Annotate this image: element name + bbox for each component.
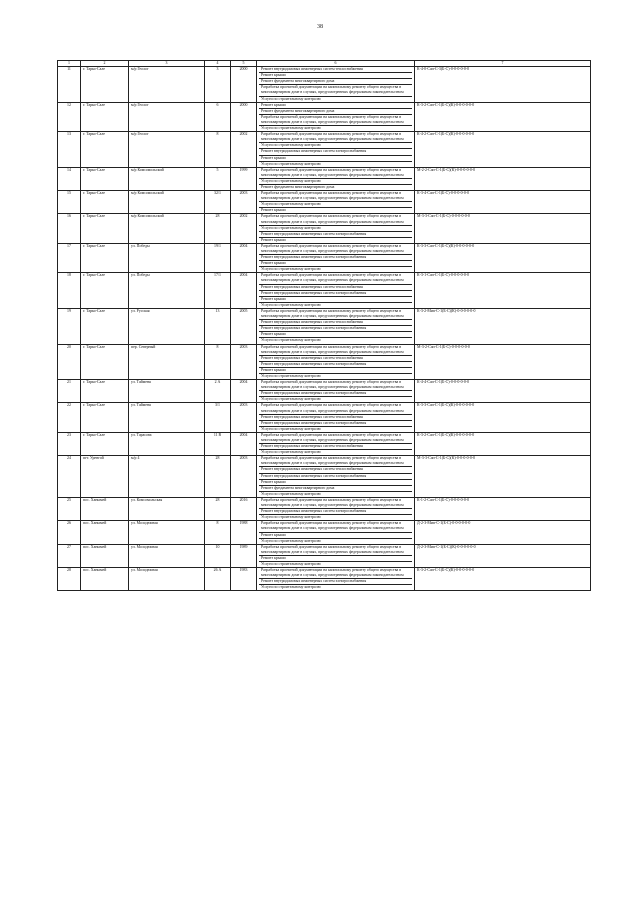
street-cell: м/р Комсомольский	[129, 191, 205, 214]
work-item: Разработка проектной документации на капитальному ремонту общего имущества в многоквартирном доме в случаях, предусмотренных федеральным законодательством	[259, 568, 412, 579]
work-item: Услуги по строительному контролю	[259, 179, 412, 185]
work-item: Разработка проектной документации на капитальному ремонту общего имущества в многоквартирном доме в случаях, предусмотренных федеральным законодательством	[259, 168, 412, 179]
work-item: Разработка проектной документации на капитальному ремонту общего имущества в многоквартирном доме в случаях, предусмотренных федеральным законодательством	[259, 244, 412, 255]
street-cell: м/р Геолог	[129, 132, 205, 168]
street-cell: ул. Русская	[129, 308, 205, 344]
work-item: Разработка проектной документации на капитальному ремонту общего имущества в многоквартирном доме в случаях, предусмотренных федеральным законодательством	[259, 521, 412, 532]
column-number: 5	[231, 61, 257, 67]
house-number-cell: 3	[205, 67, 231, 103]
work-item: Услуги по строительному контролю	[261, 515, 321, 520]
work-item: Услуги по строительному контролю	[261, 561, 321, 566]
classification-code-cell: К-3-3-Сап-С-1(Б-С)(К)-0-0-0-0-0-0	[415, 243, 591, 272]
year-cell: 1999	[231, 167, 257, 190]
settlement-cell: пгт. Уренгой	[81, 456, 129, 498]
house-number-cell: 13	[205, 308, 231, 344]
work-item: Разработка проектной документации на капитальному ремонту общего имущества в многоквартирном доме в случаях, предусмотренных федеральным законодательством	[259, 433, 412, 444]
table-row	[58, 67, 591, 103]
table-row	[58, 191, 591, 214]
work-item: Разработка проектной документации на капитальному ремонту общего имущества в многоквартирном доме в случаях, предусмотренных федеральным законодательством	[259, 191, 412, 202]
settlement-cell: г. Тарко-Сале	[81, 403, 129, 432]
row-number: 15	[58, 191, 81, 214]
row-number: 13	[58, 132, 81, 168]
settlement-cell: г. Тарко-Сале	[81, 102, 129, 131]
column-number: 3	[129, 61, 205, 67]
settlement-cell: г. Тарко-Сале	[81, 273, 129, 309]
table-row	[58, 521, 591, 544]
house-number-cell: 8	[205, 132, 231, 168]
year-cell: 1983	[231, 568, 257, 591]
table-row	[58, 403, 591, 432]
work-item: Разработка проектной документации на капитальному ремонту общего имущества в многоквартирном доме в случаях, предусмотренных федеральным законодательством	[259, 214, 412, 225]
row-number: 18	[58, 273, 81, 309]
work-item: Ремонт внутридомовых инженерных систем электроснабжения	[259, 391, 412, 397]
work-item: Разработка проектной документации на капитальному ремонту общего имущества в многоквартирном доме в случаях, предусмотренных федеральным законодательством	[259, 403, 412, 414]
table-row	[58, 214, 591, 243]
house-number-cell: 6	[205, 102, 231, 131]
work-item: Ремонт внутридомовых инженерных систем электроснабжения	[259, 232, 412, 238]
street-cell: ул. Тайменя	[129, 380, 205, 403]
column-number: 7	[415, 61, 591, 67]
settlement-cell: пос. Ханымей	[81, 544, 129, 567]
works-cell	[257, 102, 415, 131]
classification-code-cell: К-3-3-Сап-С-1(Б-С)(К)-0-0-0-0-0-0	[415, 403, 591, 432]
row-number: 20	[58, 344, 81, 380]
house-number-cell: 19/1	[205, 243, 231, 272]
settlement-cell: г. Тарко-Сале	[81, 308, 129, 344]
year-cell: 2016	[231, 497, 257, 520]
work-item: Услуги по строительному контролю	[259, 143, 412, 149]
classification-code-cell: К-3-2-Сап-С-1(Б-С)(К)-0-0-0-0-0-0	[415, 568, 591, 591]
table-row	[58, 432, 591, 455]
work-item: Ремонт фундамента многоквартирного дома	[259, 109, 412, 115]
row-number: 22	[58, 403, 81, 432]
row-number: 17	[58, 243, 81, 272]
works-cell	[257, 243, 415, 272]
table-row	[58, 544, 591, 567]
year-cell: 2002	[231, 132, 257, 168]
housing-repair-table	[57, 60, 591, 591]
year-cell: 2004	[231, 380, 257, 403]
year-cell: 2004	[231, 432, 257, 455]
works-cell	[257, 521, 415, 544]
work-item: Ремонт внутридомовых инженерных систем электроснабжения	[259, 326, 412, 332]
settlement-cell: г. Тарко-Сале	[81, 167, 129, 190]
works-cell	[257, 167, 415, 190]
works-cell	[257, 308, 415, 344]
work-item: Услуги по строительному контролю	[259, 202, 412, 208]
street-cell: ул. Тайменя	[129, 403, 205, 432]
street-cell: ул. Молодежная	[129, 568, 205, 591]
settlement-cell: г. Тарко-Сале	[81, 191, 129, 214]
work-item: Ремонт крыши	[259, 103, 412, 109]
works-cell	[257, 132, 415, 168]
work-item: Разработка проектной документации на капитальному ремонту общего имущества в многоквартирном доме в случаях, предусмотренных федеральным законодательством	[259, 85, 412, 96]
street-cell: м/р Геолог	[129, 102, 205, 131]
column-number: 6	[257, 61, 415, 67]
year-cell: 1988	[231, 521, 257, 544]
work-item: Ремонт крыши	[259, 297, 412, 303]
row-number: 21	[58, 380, 81, 403]
work-item: Разработка проектной документации на капитальному ремонту общего имущества в многоквартирном доме в случаях, предусмотренных федеральным законодательством	[259, 456, 412, 467]
table-row	[58, 568, 591, 591]
house-number-cell: 2 А	[205, 380, 231, 403]
table-row	[58, 456, 591, 498]
work-item: Услуги по строительному контролю	[261, 267, 321, 272]
works-cell	[257, 344, 415, 380]
year-cell: 2000	[231, 102, 257, 131]
work-item: Ремонт крыши	[259, 368, 412, 374]
year-cell: 2004	[231, 243, 257, 272]
work-item: Ремонт внутридомовых инженерных систем теплоснабжения	[259, 415, 412, 421]
row-number: 12	[58, 102, 81, 131]
work-item: Услуги по строительному контролю	[261, 302, 321, 307]
row-number: 27	[58, 544, 81, 567]
table-row	[58, 243, 591, 272]
year-cell: 2003	[231, 344, 257, 380]
work-item: Услуги по строительному контролю	[261, 126, 321, 131]
work-item: Ремонт внутридомовых инженерных систем теплоснабжения	[259, 67, 412, 73]
house-number-cell: 28	[205, 497, 231, 520]
work-item: Услуги по строительному контролю	[261, 426, 321, 431]
work-item: Услуги по строительному контролю	[261, 585, 321, 590]
table-row	[58, 344, 591, 380]
settlement-cell: г. Тарко-Сале	[81, 214, 129, 243]
work-item: Ремонт крыши	[261, 237, 286, 242]
settlement-cell: г. Тарко-Сале	[81, 243, 129, 272]
table-row	[58, 102, 591, 131]
work-item: Услуги по строительному контролю	[261, 96, 321, 101]
works-cell	[257, 214, 415, 243]
year-cell: 2003	[231, 403, 257, 432]
work-item: Ремонт внутридомовых инженерных систем теплоснабжения	[259, 320, 412, 326]
work-item: Ремонт внутридомовых инженерных систем электроснабжения	[259, 421, 412, 427]
work-item: Ремонт крыши	[259, 156, 412, 162]
column-number: 4	[205, 61, 231, 67]
row-number: 16	[58, 214, 81, 243]
row-number: 28	[58, 568, 81, 591]
works-cell	[257, 456, 415, 498]
work-item: Ремонт внутридомовых инженерных систем электроснабжения	[259, 509, 412, 515]
work-item: Ремонт внутридомовых инженерных систем электроснабжения	[259, 362, 412, 368]
house-number-cell: 26 А	[205, 568, 231, 591]
house-number-cell: 5	[205, 167, 231, 190]
year-cell: 2002	[231, 214, 257, 243]
works-cell	[257, 380, 415, 403]
table-row	[58, 273, 591, 309]
works-cell	[257, 568, 415, 591]
table-row	[58, 132, 591, 168]
work-item: Услуги по строительному контролю	[261, 338, 321, 343]
work-item: Ремонт внутридомовых инженерных систем электроснабжения	[259, 149, 412, 155]
work-item: Ремонт внутридомовых инженерных систем теплоснабжения	[259, 356, 412, 362]
works-cell	[257, 403, 415, 432]
year-cell: 2003	[231, 191, 257, 214]
row-number: 11	[58, 67, 81, 103]
work-item: Ремонт крыши	[261, 208, 286, 213]
table-row	[58, 497, 591, 520]
classification-code-cell: К-1-2-Сап-С-1(Б-С)-0-0-0-0-0-0	[415, 497, 591, 520]
street-cell: ул. Победы	[129, 273, 205, 309]
street-cell: м/р Комсомольский	[129, 167, 205, 190]
street-cell: пер. Северный	[129, 344, 205, 380]
house-number-cell: 32/1	[205, 191, 231, 214]
work-item: Разработка проектной документации на капитальному ремонту общего имущества в многоквартирном доме в случаях, предусмотренных федеральным законодательством	[259, 273, 412, 284]
work-item: Ремонт крыши	[259, 73, 412, 79]
table-row	[58, 308, 591, 344]
classification-code-cell: К-4-4-Сап-С-1(Б-С)-0-0-0-0-0-0	[415, 380, 591, 403]
street-cell: ул. Комсомольская	[129, 497, 205, 520]
row-number: 25	[58, 497, 81, 520]
classification-code-cell: М-3-3-Сап-С-1(Б-С)-0-0-0-0-0-0	[415, 214, 591, 243]
year-cell: 2000	[231, 67, 257, 103]
work-item: Ремонт внутридомовых инженерных систем теплоснабжения	[259, 444, 412, 450]
page-number: 38	[317, 24, 323, 30]
classification-code-cell: К-3-2-Сап-С-1(Б-С)(К)-0-0-0-0-0-0	[415, 102, 591, 131]
settlement-cell: г. Тарко-Сале	[81, 380, 129, 403]
work-item: Услуги по строительному контролю	[261, 538, 321, 543]
work-item: Ремонт внутридомовых инженерных систем электроснабжения	[259, 579, 412, 585]
classification-code-cell: К-3-4-Сап-С-1(Б-С)-0-0-0-0-0-0	[415, 191, 591, 214]
work-item: Ремонт внутридомовых инженерных систем теплоснабжения	[259, 467, 412, 473]
house-number-cell: 11 В	[205, 432, 231, 455]
table-body	[58, 67, 591, 591]
street-cell: ул. Победы	[129, 243, 205, 272]
year-cell: 2003	[231, 456, 257, 498]
house-number-cell: 10	[205, 544, 231, 567]
year-cell: 2004	[231, 273, 257, 309]
row-number: 23	[58, 432, 81, 455]
row-number: 26	[58, 521, 81, 544]
work-item: Разработка проектной документации на капитальному ремонту общего имущества в многоквартирном доме в случаях, предусмотренных федеральным законодательством	[259, 498, 412, 509]
work-item: Услуги по строительному контролю	[259, 226, 412, 232]
works-cell	[257, 273, 415, 309]
classification-code-cell: Д-2-3-Мип-С-1(Б-С)(К)-0-0-0-0-0-0	[415, 544, 591, 567]
work-item: Ремонт крыши	[259, 261, 412, 267]
street-cell: ул. Молодежная	[129, 544, 205, 567]
street-cell: м/р Комсомольский	[129, 214, 205, 243]
work-item: Разработка проектной документации на капитальному ремонту общего имущества в многоквартирном доме в случаях, предусмотренных федеральным законодательством	[259, 115, 412, 126]
street-cell: ул. Тарасова	[129, 432, 205, 455]
classification-code-cell: К-3-1-Сап-С-1(Б-С)-0-0-0-0-0-0	[415, 273, 591, 309]
year-cell: 1989	[231, 544, 257, 567]
classification-code-cell: К-3-2-Мип-С-1(Б-С)(К)-0-0-0-0-0-0	[415, 308, 591, 344]
settlement-cell: г. Тарко-Сале	[81, 67, 129, 103]
settlement-cell: г. Тарко-Сале	[81, 344, 129, 380]
year-cell: 2005	[231, 308, 257, 344]
street-cell: м/р 4	[129, 456, 205, 498]
work-item: Ремонт крыши	[259, 533, 412, 539]
settlement-cell: пос. Ханымей	[81, 497, 129, 520]
settlement-cell: г. Тарко-Сале	[81, 432, 129, 455]
work-item: Ремонт фундамента многоквартирного дома	[261, 184, 335, 189]
column-number: 2	[81, 61, 129, 67]
work-item: Услуги по строительному контролю	[261, 161, 321, 166]
classification-code-cell: К-4-2-Сап-С-1(Б-С)(К)-0-0-0-0-0-0	[415, 132, 591, 168]
table-row	[58, 167, 591, 190]
work-item: Ремонт внутридомовых инженерных систем электроснабжения	[259, 291, 412, 297]
work-item: Ремонт крыши	[259, 480, 412, 486]
house-number-cell: 8	[205, 344, 231, 380]
works-cell	[257, 432, 415, 455]
settlement-cell: пос. Ханымей	[81, 521, 129, 544]
work-item: Услуги по строительному контролю	[261, 450, 321, 455]
row-number: 14	[58, 167, 81, 190]
work-item: Ремонт фундамента многоквартирного дома	[259, 486, 412, 492]
classification-code-cell: Д-2-3-Мип-С-1(Б-С)-0-0-0-0-0-0	[415, 521, 591, 544]
classification-code-cell: М-3-2-Сап-С-1(Б-С)-0-0-0-0-0-0	[415, 344, 591, 380]
work-item: Разработка проектной документации на капитальному ремонту общего имущества в многоквартирном доме в случаях, предусмотренных федеральным законодательством	[259, 345, 412, 356]
classification-code-cell: М-3-3-Сап-С-1(Б-С)(К)-0-0-0-0-0-0	[415, 456, 591, 498]
street-cell: ул. Молодежная	[129, 521, 205, 544]
house-number-cell: 28	[205, 214, 231, 243]
work-item: Разработка проектной документации на капитальному ремонту общего имущества в многоквартирном доме в случаях, предусмотренных федеральным законодательством	[259, 380, 412, 391]
classification-code-cell: М-2-2-Сап-С-1(Б-С)(К)-0-0-0-0-0-0	[415, 167, 591, 190]
work-item: Ремонт внутридомовых инженерных систем теплоснабжения	[259, 285, 412, 291]
column-number: 1	[58, 61, 81, 67]
work-item: Ремонт фундамента многоквартирного дома	[259, 79, 412, 85]
works-cell	[257, 544, 415, 567]
street-cell: м/р Геолог	[129, 67, 205, 103]
row-number: 24	[58, 456, 81, 498]
work-item: Ремонт внутридомовых инженерных систем электроснабжения	[259, 474, 412, 480]
works-cell	[257, 191, 415, 214]
work-item: Разработка проектной документации на капитальному ремонту общего имущества в многоквартирном доме в случаях, предусмотренных федеральным законодательством	[259, 309, 412, 320]
work-item: Ремонт крыши	[259, 332, 412, 338]
work-item: Услуги по строительному контролю	[261, 397, 321, 402]
work-item: Разработка проектной документации на капитальному ремонту общего имущества в многоквартирном доме в случаях, предусмотренных федеральным законодательством	[259, 132, 412, 143]
works-cell	[257, 67, 415, 103]
works-cell	[257, 497, 415, 520]
house-number-cell: 17/1	[205, 273, 231, 309]
settlement-cell: г. Тарко-Сале	[81, 132, 129, 168]
house-number-cell: 8	[205, 521, 231, 544]
settlement-cell: пос. Ханымей	[81, 568, 129, 591]
work-item: Ремонт внутридомовых инженерных систем электроснабжения	[259, 255, 412, 261]
classification-code-cell: К-4-0-Сап-С-3(Б-С)-0-0-0-0-0-0	[415, 67, 591, 103]
work-item: Услуги по строительному контролю	[261, 373, 321, 378]
work-item: Услуги по строительному контролю	[261, 491, 321, 496]
table-row	[58, 380, 591, 403]
classification-code-cell: К-3-2-Сап-С-1(Б-С)(К)-0-0-0-0-0-0	[415, 432, 591, 455]
house-number-cell: 3/1	[205, 403, 231, 432]
row-number: 19	[58, 308, 81, 344]
house-number-cell: 28	[205, 456, 231, 498]
work-item: Ремонт крыши	[259, 556, 412, 562]
work-item: Разработка проектной документации на капитальному ремонту общего имущества в многоквартирном доме в случаях, предусмотренных федеральным законодательством	[259, 545, 412, 556]
